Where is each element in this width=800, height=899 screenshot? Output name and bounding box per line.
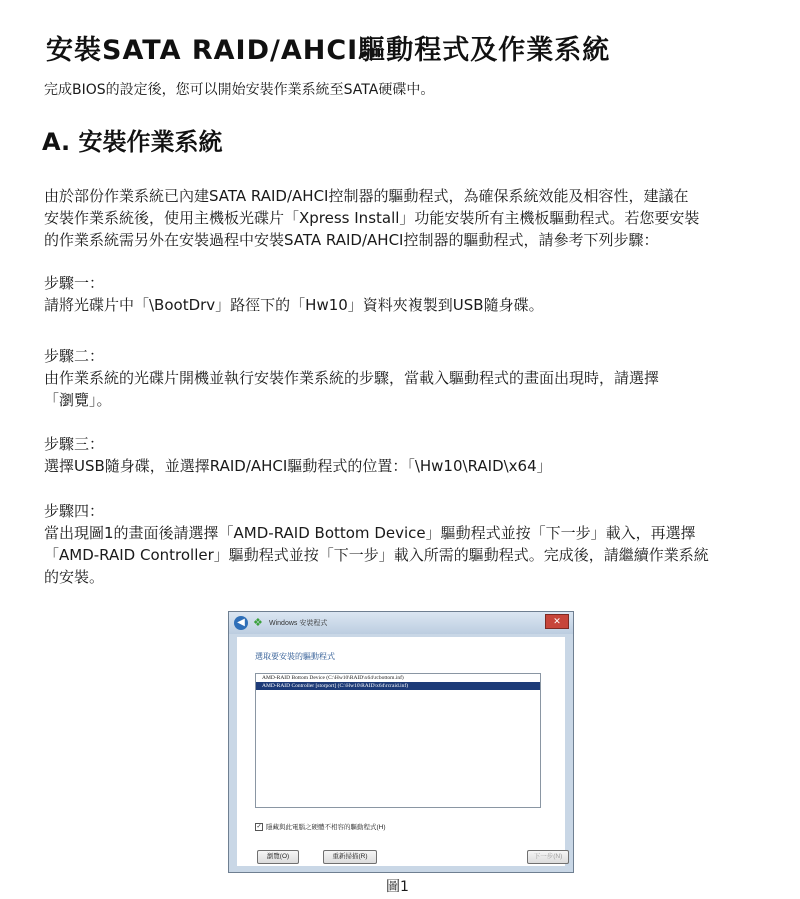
step-label: 步驟一： — [44, 274, 105, 292]
step-line: 由作業系統的光碟片開機並執行安裝作業系統的步驟，當載入驅動程式的畫面出現時，請選擇 — [44, 369, 660, 387]
paragraph-line: 由於部份作業系統已內建SATA RAID/AHCI控制器的驅動程式，為確保系統效能及相容性，建議在 — [44, 187, 689, 205]
hide-incompatible-checkbox[interactable] — [255, 822, 386, 831]
page-title: 安裝SATA RAID/AHCI驅動程式及作業系統 — [46, 35, 611, 66]
step-2 — [44, 345, 764, 411]
checkbox-checked-icon[interactable]: ✓ — [256, 824, 262, 831]
step-3 — [44, 433, 764, 477]
close-icon[interactable]: ✕ — [545, 614, 569, 629]
dialog-title: Windows 安裝程式 — [269, 620, 328, 627]
browse-button[interactable]: 瀏覽(O) — [257, 850, 299, 864]
step-line: 選擇USB隨身碟，並選擇RAID/AHCI驅動程式的位置：「\Hw10\RAID\x64」 — [44, 457, 552, 475]
windows-setup-icon: ❖ — [253, 617, 263, 629]
step-line: 請將光碟片中「\BootDrv」路徑下的「Hw10」資料夾複製到USB隨身碟。 — [44, 296, 544, 314]
step-4 — [44, 500, 764, 588]
next-button[interactable]: 下一步(N) — [527, 850, 569, 864]
paragraph-line: 的作業系統需另外在安裝過程中安裝SATA RAID/AHCI控制器的驅動程式，請參考下列步驟： — [44, 231, 659, 249]
dialog-body — [237, 637, 565, 866]
step-line: 「AMD-RAID Controller」驅動程式並按「下一步」載入所需的驅動程式。完成後，請繼續作業系統 — [44, 546, 709, 564]
step-label: 步驟四： — [44, 502, 105, 520]
step-1 — [44, 272, 764, 316]
rescan-button[interactable]: 重新掃描(R) — [323, 850, 377, 864]
paragraph-line: 安裝作業系統後，使用主機板光碟片「Xpress Install」功能安裝所有主機板驅動程式。若您要安裝 — [44, 209, 700, 227]
section-heading: A. 安裝作業系統 — [42, 128, 223, 156]
back-arrow-icon[interactable]: ◀ — [234, 616, 248, 630]
step-label: 步驟二： — [44, 347, 105, 365]
step-label: 步驟三： — [44, 435, 105, 453]
driver-setup-dialog — [228, 611, 574, 873]
step-line: 的安裝。 — [44, 568, 105, 586]
dialog-titlebar — [229, 612, 573, 634]
checkbox-label: 隱藏與此電腦之硬體不相容的驅動程式(H) — [266, 824, 386, 831]
figure-caption: 圖1 — [386, 879, 409, 895]
intro-text: 完成BIOS的設定後，您可以開始安裝作業系統至SATA硬碟中。 — [44, 82, 435, 98]
driver-list[interactable] — [255, 673, 541, 808]
dialog-heading: 選取要安裝的驅動程式 — [255, 652, 335, 661]
step-line: 當出現圖1的畫面後請選擇「AMD-RAID Bottom Device」驅動程式並按「下一步」載入，再選擇 — [44, 524, 696, 542]
intro-paragraph — [44, 185, 764, 251]
driver-list-item[interactable]: AMD-RAID Bottom Device (C:\Hw10\RAID\x64\rcbottom.inf) — [262, 675, 404, 681]
driver-list-item-selected[interactable]: AMD-RAID Controller [storport] (C:\Hw10\RAID\x64\rcraid.inf) — [256, 682, 540, 690]
step-line: 「瀏覽」。 — [44, 391, 112, 409]
